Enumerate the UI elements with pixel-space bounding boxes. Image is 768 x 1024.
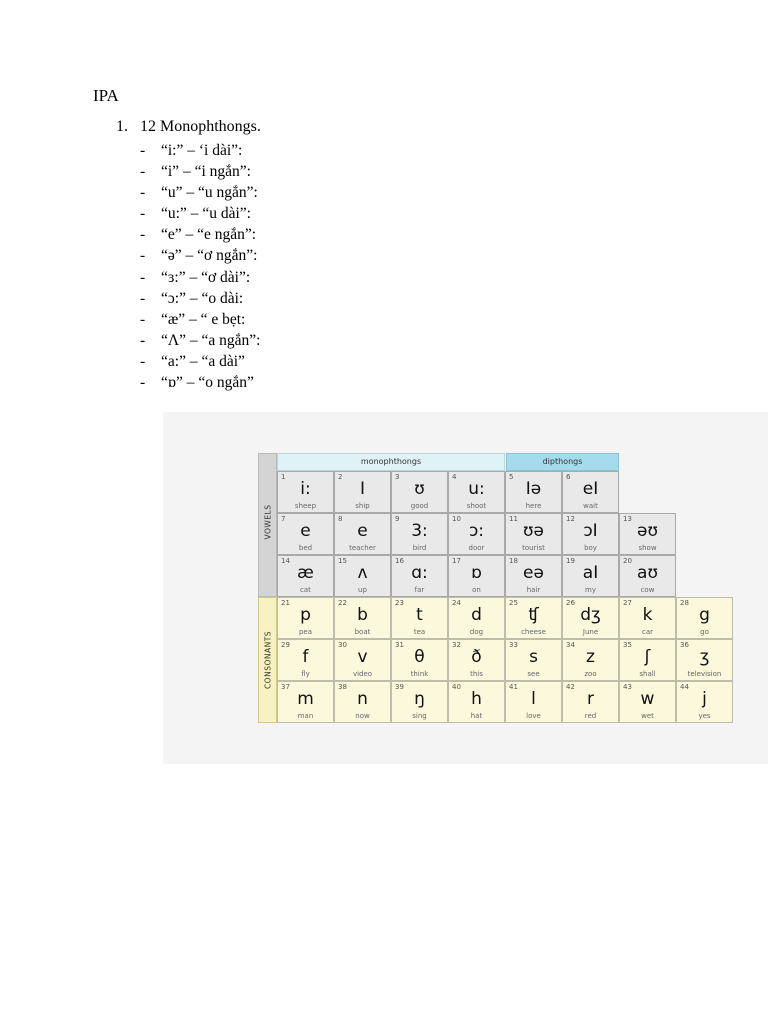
example-word: car: [641, 628, 654, 636]
cell-number: 15: [338, 557, 347, 565]
example-word: shoot: [466, 502, 487, 510]
vowels-label: VOWELS: [263, 504, 272, 540]
ipa-symbol: ʃ: [644, 647, 651, 667]
consonant-cell: [676, 681, 733, 723]
ipa-symbol: Iə: [525, 479, 542, 499]
ipa-symbol: f: [302, 647, 309, 667]
example-word: hair: [526, 586, 541, 594]
example-word: tourist: [522, 544, 545, 552]
example-word: dog: [469, 628, 484, 636]
cell-number: 38: [338, 683, 347, 691]
example-word: now: [355, 712, 370, 720]
consonant-cell: [676, 597, 733, 639]
ipa-symbol: ʧ: [528, 605, 539, 625]
example-word: door: [468, 544, 485, 552]
monophthong-item-text: “u” – “u ngắn”:: [161, 184, 258, 202]
example-word: sing: [412, 712, 427, 720]
example-word: here: [525, 502, 542, 510]
ipa-symbol: 3:: [411, 521, 428, 541]
example-word: boy: [584, 544, 597, 552]
bullet-dash: -: [140, 352, 146, 370]
consonant-cell: [277, 597, 334, 639]
ipa-symbol: e: [357, 521, 368, 541]
cell-number: 20: [623, 557, 632, 565]
ipa-symbol: ʒ: [699, 647, 710, 667]
cell-number: 5: [509, 473, 514, 481]
ipa-symbol: ɔ:: [468, 521, 485, 541]
ipa-symbol: ʊ: [414, 479, 425, 499]
example-word: shall: [639, 670, 656, 678]
cell-number: 43: [623, 683, 632, 691]
cell-number: 14: [281, 557, 290, 565]
bullet-dash: -: [140, 184, 146, 202]
monophthong-item-text: “ɒ” – “o ngắn”: [161, 374, 254, 392]
vowel-cell: [334, 513, 391, 555]
example-word: ship: [355, 502, 370, 510]
ipa-symbol: ʊə: [523, 521, 544, 541]
ipa-symbol: əʊ: [637, 521, 658, 541]
ipa-symbol: v: [357, 647, 368, 667]
cell-number: 13: [623, 515, 632, 523]
example-word: cow: [640, 586, 655, 594]
cell-number: 35: [623, 641, 632, 649]
document-title: IPA: [93, 86, 119, 105]
vowel-cell: [334, 471, 391, 513]
consonant-cell: [334, 597, 391, 639]
vowel-cell: [505, 513, 562, 555]
monophthong-item-text: “i” – “i ngắn”:: [161, 163, 251, 181]
vowel-cell: [562, 513, 619, 555]
cell-number: 36: [680, 641, 689, 649]
example-word: wet: [641, 712, 654, 720]
monophthong-item-text: “i:” – ‘i dài”:: [161, 142, 243, 159]
consonant-cell: [391, 597, 448, 639]
example-word: cat: [300, 586, 311, 594]
ipa-symbol: ɑ:: [411, 563, 428, 583]
ipa-symbol: u:: [468, 479, 485, 499]
vowel-cell: [619, 555, 676, 597]
monophthong-item-text: “ə” – “ơ ngắn”:: [161, 247, 258, 265]
consonant-cell: [619, 681, 676, 723]
consonant-cell: [619, 639, 676, 681]
cell-number: 1: [281, 473, 286, 481]
monophthong-item-text: “a:” – “a dài”: [161, 352, 245, 370]
consonant-cell: [448, 681, 505, 723]
cell-number: 22: [338, 599, 347, 607]
vowel-cell: [277, 555, 334, 597]
example-word: zoo: [584, 670, 597, 678]
example-word: think: [410, 670, 429, 678]
monophthong-list: [140, 140, 260, 393]
ipa-chart: [258, 453, 730, 723]
cell-number: 6: [566, 473, 571, 481]
bullet-dash: -: [140, 331, 146, 349]
cell-number: 8: [338, 515, 343, 523]
cell-number: 41: [509, 683, 518, 691]
vowel-cell: [391, 555, 448, 597]
ipa-symbol: æ: [297, 563, 314, 583]
example-word: up: [358, 586, 367, 594]
monophthong-item: [140, 224, 260, 245]
consonant-cell: [505, 597, 562, 639]
vowel-cell: [505, 555, 562, 597]
bullet-dash: -: [140, 205, 146, 223]
consonant-cell: [277, 639, 334, 681]
consonant-cell: [277, 681, 334, 723]
consonants-label: CONSONANTS: [263, 630, 272, 690]
monophthong-item-text: “Λ” – “a ngắn”:: [161, 331, 261, 349]
ipa-symbol: e: [300, 521, 311, 541]
ipa-symbol: r: [587, 689, 594, 709]
monophthong-item-text: “ɜ:” – “ơ dài”:: [161, 268, 251, 286]
ipa-symbol: aʊ: [637, 563, 658, 583]
vowel-cell: [505, 471, 562, 513]
vowel-cell: [619, 513, 676, 555]
cell-number: 24: [452, 599, 461, 607]
cell-number: 18: [509, 557, 518, 565]
cell-number: 42: [566, 683, 575, 691]
cell-number: 34: [566, 641, 575, 649]
cell-number: 12: [566, 515, 575, 523]
cell-number: 23: [395, 599, 404, 607]
vowel-cell: [562, 471, 619, 513]
ipa-symbol: s: [529, 647, 538, 667]
ipa-symbol: aI: [582, 563, 599, 583]
example-word: cheese: [521, 628, 546, 636]
monophthongs-header: monophthongs: [277, 453, 505, 471]
cell-number: 40: [452, 683, 461, 691]
consonant-cell: [334, 639, 391, 681]
cell-number: 7: [281, 515, 286, 523]
cell-number: 28: [680, 599, 689, 607]
cell-number: 37: [281, 683, 290, 691]
ipa-symbol: ʌ: [357, 563, 368, 583]
cell-number: 11: [509, 515, 518, 523]
cell-number: 30: [338, 641, 347, 649]
example-word: fly: [301, 670, 310, 678]
example-word: teacher: [349, 544, 376, 552]
example-word: good: [410, 502, 429, 510]
vowel-cell: [277, 471, 334, 513]
monophthong-item: [140, 140, 260, 161]
example-word: my: [585, 586, 596, 594]
section-heading: [116, 118, 261, 136]
diphthongs-header: dipthongs: [506, 453, 619, 471]
consonant-cell: [676, 639, 733, 681]
ipa-symbol: b: [357, 605, 368, 625]
ipa-symbol: dʒ: [580, 605, 601, 625]
vowels-side-label: [258, 453, 277, 597]
ipa-symbol: eI: [582, 479, 599, 499]
monophthong-item: [140, 161, 260, 182]
monophthong-item: [140, 372, 260, 393]
consonant-cell: [562, 681, 619, 723]
cell-number: 9: [395, 515, 400, 523]
ipa-symbol: θ: [414, 647, 425, 667]
bullet-dash: -: [140, 310, 146, 328]
vowel-cell: [448, 513, 505, 555]
example-word: June: [582, 628, 599, 636]
cell-number: 19: [566, 557, 575, 565]
bullet-dash: -: [140, 142, 146, 159]
cell-number: 33: [509, 641, 518, 649]
consonant-cell: [391, 681, 448, 723]
bullet-dash: -: [140, 374, 146, 392]
cell-number: 17: [452, 557, 461, 565]
ipa-symbol: ɒ: [471, 563, 482, 583]
monophthong-item: [140, 245, 260, 266]
consonant-cell: [562, 639, 619, 681]
ipa-symbol: w: [640, 689, 655, 709]
example-word: show: [638, 544, 657, 552]
vowel-cell: [391, 471, 448, 513]
ipa-symbol: eə: [523, 563, 544, 583]
monophthong-item: [140, 203, 260, 224]
vowel-cell: [334, 555, 391, 597]
monophthong-item-text: “u:” – “u dài”:: [161, 205, 251, 223]
monophthong-item: [140, 330, 260, 351]
vowel-cell: [448, 555, 505, 597]
monophthong-item: [140, 267, 260, 288]
cell-number: 29: [281, 641, 290, 649]
ipa-symbol: h: [471, 689, 482, 709]
ipa-symbol: ŋ: [414, 689, 425, 709]
example-word: bird: [412, 544, 427, 552]
consonant-cell: [448, 639, 505, 681]
monophthong-item-text: “ɔ:” – “o dài:: [161, 289, 244, 307]
vowel-cell: [562, 555, 619, 597]
example-word: video: [352, 670, 373, 678]
ipa-symbol: k: [642, 605, 653, 625]
consonant-cell: [505, 639, 562, 681]
monophthong-item: [140, 182, 260, 203]
example-word: bed: [298, 544, 313, 552]
cell-number: 16: [395, 557, 404, 565]
cell-number: 44: [680, 683, 689, 691]
ipa-symbol: p: [300, 605, 311, 625]
ipa-symbol: i:: [300, 479, 311, 499]
example-word: this: [470, 670, 483, 678]
example-word: see: [527, 670, 540, 678]
example-word: boat: [354, 628, 371, 636]
example-word: red: [584, 712, 597, 720]
monophthong-item: [140, 351, 260, 372]
cell-number: 27: [623, 599, 632, 607]
cell-number: 4: [452, 473, 457, 481]
cell-number: 32: [452, 641, 461, 649]
vowel-cell: [277, 513, 334, 555]
example-word: man: [297, 712, 314, 720]
vowel-cell: [391, 513, 448, 555]
bullet-dash: -: [140, 289, 146, 307]
vowel-cell: [448, 471, 505, 513]
example-word: go: [700, 628, 709, 636]
cell-number: 31: [395, 641, 404, 649]
example-word: hat: [470, 712, 483, 720]
ipa-symbol: d: [471, 605, 482, 625]
cell-number: 10: [452, 515, 461, 523]
consonant-cell: [334, 681, 391, 723]
example-word: tea: [413, 628, 426, 636]
ipa-symbol: I: [359, 479, 365, 499]
monophthong-item: [140, 309, 260, 330]
example-word: far: [414, 586, 425, 594]
cell-number: 25: [509, 599, 518, 607]
bullet-dash: -: [140, 163, 146, 181]
ipa-symbol: m: [297, 689, 314, 709]
ipa-symbol: t: [416, 605, 423, 625]
consonant-cell: [448, 597, 505, 639]
ipa-symbol: n: [357, 689, 368, 709]
consonant-cell: [619, 597, 676, 639]
monophthong-item-text: “e” – “e ngắn”:: [161, 226, 257, 244]
example-word: yes: [698, 712, 711, 720]
example-word: love: [526, 712, 541, 720]
monophthong-item: [140, 288, 260, 309]
section-title: 12 Monophthongs.: [140, 118, 261, 135]
monophthong-item-text: “æ” – “ e bẹt:: [161, 310, 246, 328]
consonant-cell: [505, 681, 562, 723]
example-word: sheep: [294, 502, 317, 510]
cell-number: 2: [338, 473, 343, 481]
bullet-dash: -: [140, 226, 146, 244]
consonants-side-label: [258, 597, 277, 723]
ipa-symbol: l: [531, 689, 536, 709]
ipa-symbol: j: [702, 689, 707, 709]
cell-number: 3: [395, 473, 400, 481]
ipa-symbol: g: [699, 605, 710, 625]
section-number: 1.: [116, 118, 128, 135]
cell-number: 39: [395, 683, 404, 691]
example-word: television: [687, 670, 722, 678]
consonant-cell: [562, 597, 619, 639]
bullet-dash: -: [140, 247, 146, 265]
ipa-symbol: ð: [471, 647, 482, 667]
example-word: wait: [583, 502, 598, 510]
bullet-dash: -: [140, 268, 146, 286]
consonant-cell: [391, 639, 448, 681]
cell-number: 21: [281, 599, 290, 607]
ipa-symbol: z: [586, 647, 595, 667]
example-word: pea: [298, 628, 313, 636]
ipa-symbol: ɔI: [583, 521, 598, 541]
example-word: on: [472, 586, 481, 594]
cell-number: 26: [566, 599, 575, 607]
